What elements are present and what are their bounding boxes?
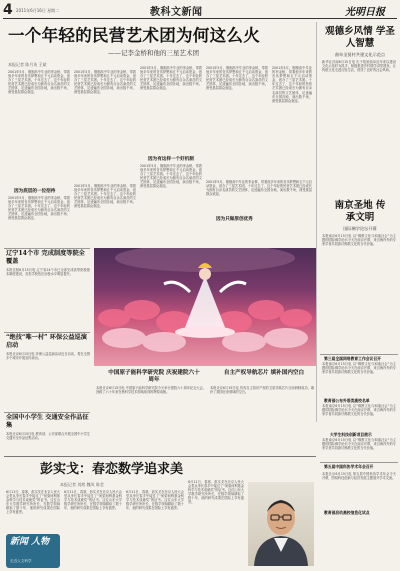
brief-header-1: 第三届全国网络教育工作会议召开 [324,356,381,361]
brief-body-3: 本报南京6月15日电 以“佛教文化与和谐社会”为主题的国际佛学论坛今天在南京开幕，来自海内外的专家学者共同探讨佛教文化的当代价值。 [322,438,396,451]
right2-headline: 南京圣地 传承文明 [334,200,386,223]
right2-subtitle: 国际佛学论坛开幕 [343,226,377,231]
date-line: 2011年6月16日 星期二 [16,8,60,13]
bottom-right-rule [320,462,398,463]
portrait-photo [248,482,314,566]
news-people-badge [6,534,60,568]
portrait-art [248,482,314,566]
lead-body-col3: 2001年5月，刚刚高中毕业的李金桥，带着他多年来的音乐梦想和五千元启动资金，创办了三星艺术团。十年过去了，这个年轻的民营艺术团已经成长为拥有百余名演员的文艺团体，足迹遍布全国各地，演出数千场，深受基层群众欢迎。 [140,66,202,91]
left2-headline: 辽宁14个市 完成制度等院全覆盖 [6,250,85,265]
bottom-body-col4: 6月11日，春寒，彭实戈在北京人民大会堂从李长春手中接过了“何梁何利基金科学与技术成就奖”的证书。这位山东大学数学研究所所长，在数学领域耕耘了数十年，他的研究成果在国际上享有盛誉。 [188,480,244,505]
mid2-headline: 自主产权导航芯片 填补国内空白 [223,370,305,376]
mid2-body: 本报北京6月15日电 具有自主知识产权的卫星导航芯片日前研制成功，填补了我国在该领域的空白。 [210,386,314,395]
left-rule-2 [4,332,90,333]
dance-photo-art [94,248,316,366]
lead-body-col1b: 2001年5月，刚刚高中毕业的李金桥，带着他多年来的音乐梦想和五千元启动资金，创办了三星艺术团。十年过去了，这个年轻的民营艺术团已经成长为拥有百余名演员的文艺团体，足迹遍布全国各地，演出数千场，深受基层群众欢迎。 [8,196,70,221]
brief-header-3: 大学生科技创新项目展示 [330,432,372,437]
left4-body: 本报北京6月15日电 教育部、公安部联合开展全国中小学生交通安全作品征集活动。 [6,432,90,441]
bottom-right-body: 本报北京6月15日电 第五届中国科协学术年会今天开幕，围绕科技创新与经济发展主题展开学术交流。 [322,472,396,481]
lead-body-col2: 2001年5月，刚刚高中毕业的李金桥，带着他多年来的音乐梦想和五千元启动资金，创办了三星艺术团。十年过去了，这个年轻的民营艺术团已经成长为拥有百余名演员的文艺团体，足迹遍布全国各地，演出数千场，深受基层群众欢迎。 [74,70,136,95]
badge-title: 新闻 人物 [10,537,50,547]
lead-subtitle: ——记李金桥和他的三星艺术团 [108,49,199,57]
lead-subhead-1: 因为底层的一位招待 [14,189,56,194]
lead-body-col2b: 2001年5月，刚刚高中毕业的李金桥，带着他多年来的音乐梦想和五千元启动资金，创办了三星艺术团。十年过去了，这个年轻的民营艺术团已经成长为拥有百余名演员的文艺团体，足迹遍布全国各地，演出数千场，深受基层群众欢迎。 [74,184,136,209]
column-divider-right [316,22,317,422]
left3-body: 本报北京6月15日电 环保公益巡演活动近日启动，将在全国多个城市开展宣传演出。 [6,352,90,361]
right-subtitle: 曲阜圣贤村共建文化示范点 [334,52,386,57]
lead-subhead-3: 因为只做原创优秀 [216,217,253,222]
dance-photo [94,248,316,366]
lead-subhead-2: 因为有这样一个好机制 [148,157,194,162]
header-rule [3,18,397,19]
brief-rule-1 [320,354,398,355]
right-headline: 观德乡风情 学圣人智慧 [325,26,395,49]
bottom-body-col2: 6月11日，春寒，彭实戈在北京人民大会堂从李长春手中接过了“何梁何利基金科学与技术成就奖”的证书。这位山东大学数学研究所所长，在数学领域耕耘了数十年，他的研究成果在国际上享有盛誉。 [64,490,122,511]
brief-body-1: 本报南京6月15日电 以“佛教文化与和谐社会”为主题的国际佛学论坛今天在南京开幕，来自海内外的专家学者共同探讨佛教文化的当代价值。 [322,362,396,375]
lead-byline: 本报记者 陈月英 王斌 [8,62,47,67]
page-header [0,0,400,22]
bottom-body-col3: 6月11日，春寒，彭实戈在北京人民大会堂从李长春手中接过了“何梁何利基金科学与技术成就奖”的证书。这位山东大学数学研究所所长，在数学领域耕耘了数十年，他的研究成果在国际上享有盛誉。 [126,490,184,511]
section-title: 教科文新闻 [150,7,203,18]
page-number: 4 [3,2,13,18]
mid1-body: 本报北京6月15日电 中国原子能科学研究院今天举行建院六十周年纪念大会，回顾了六十年来在核科学技术领域取得的辉煌成就。 [96,386,206,395]
lead-body-col3b: 2001年5月，刚刚高中毕业的李金桥，带着他多年来的音乐梦想和五千元启动资金，创办了三星艺术团。十年过去了，这个年轻的民营艺术团已经成长为拥有百余名演员的文艺团体，足迹遍布全国各地，演出数千场，深受基层群众欢迎。 [140,164,202,189]
lead-body-col1: 2001年5月，刚刚高中毕业的李金桥，带着他多年来的音乐梦想和五千元启动资金，创办了三星艺术团。十年过去了，这个年轻的民营艺术团已经成长为拥有百余名演员的文艺团体，足迹遍布全国各地，演出数千场，深受基层群众欢迎。 [8,70,70,95]
badge-subtitle: 走近人文科学 [10,559,32,563]
brief-body-2: 本报南京6月15日电 以“佛教文化与和谐社会”为主题的国际佛学论坛今天在南京开幕，来自海内外的专家学者共同探讨佛教文化的当代价值。 [322,404,396,417]
bottom-body-col1: 6月11日，春寒，彭实戈在北京人民大会堂从李长春手中接过了“何梁何利基金科学与技术成就奖”的证书。这位山东大学数学研究所所长，在数学领域耕耘了数十年，他的研究成果在国际上享有盛誉。 [6,490,60,515]
lead-body-col5: 2001年5月，刚刚高中毕业的李金桥，带着他多年来的音乐梦想和五千元启动资金，创办了三星艺术团。十年过去了，这个年轻的民营艺术团已经成长为拥有百余名演员的文艺团体，足迹遍布全国各地，演出数千场，深受基层群众欢迎。 [272,66,312,103]
left2-body: 本报沈阳6月15日电 辽宁省14个市已全部完成高等院校基本制度建设，各类学校依法治校水平明显提升。 [6,268,90,277]
bottom-headline: 彭实戈：春恋数学追求美 [40,462,184,477]
left-rule-1 [4,248,90,249]
bottom-right-headline: 第五届中国科协学术年会召开 [324,464,374,469]
masthead: 光明日报 [345,7,385,18]
right2-body: 本报南京6月15日电 以“佛教文化与和谐社会”为主题的国际佛学论坛今天在南京开幕，来自海内外的专家学者共同探讨佛教文化的当代价值。 [322,234,396,247]
left-rule-3 [4,412,90,413]
mid1-headline: 中国原子能科学研究院 庆祝建院六十周年 [108,370,200,383]
brief-header-2: 教育部公布外语类高校名单 [324,398,370,403]
bottom-byline: 本报记者 刘茜 魏凤 陈莹 [60,482,104,487]
bottom-rule [4,456,316,457]
lead-headline: 一个年轻的民营艺术团为何这么火 [8,26,260,45]
lead-body-col4b: 2001年5月，刚刚高中毕业的李金桥，带着他多年来的音乐梦想和五千元启动资金，创办了三星艺术团。十年过去了，这个年轻的民营艺术团已经成长为拥有百余名演员的文艺团体，足迹遍布全国各地，演出数千场，深受基层群众欢迎。 [206,180,312,197]
brief-header-4: 教育部启动高校信息化试点 [324,510,370,515]
right-body: 新华社济南6月15日电 孔子故里曲阜近年来以建设文化示范村为抓手，积极推进乡村儒学讲堂建设，让传统文化走进百姓生活，营造了良好的社会风尚。 [322,60,396,73]
lead-body-col4: 2001年5月，刚刚高中毕业的李金桥，带着他多年来的音乐梦想和五千元启动资金，创办了三星艺术团。十年过去了，这个年轻的民营艺术团已经成长为拥有百余名演员的文艺团体，足迹遍布全国各地，演出数千场，深受基层群众欢迎。 [206,66,268,91]
left3-headline: “绝技“唯一村” 环保公益巡演启动 [6,334,87,349]
left4-headline: 全国中小学生 交通安全作品征集 [6,414,89,429]
